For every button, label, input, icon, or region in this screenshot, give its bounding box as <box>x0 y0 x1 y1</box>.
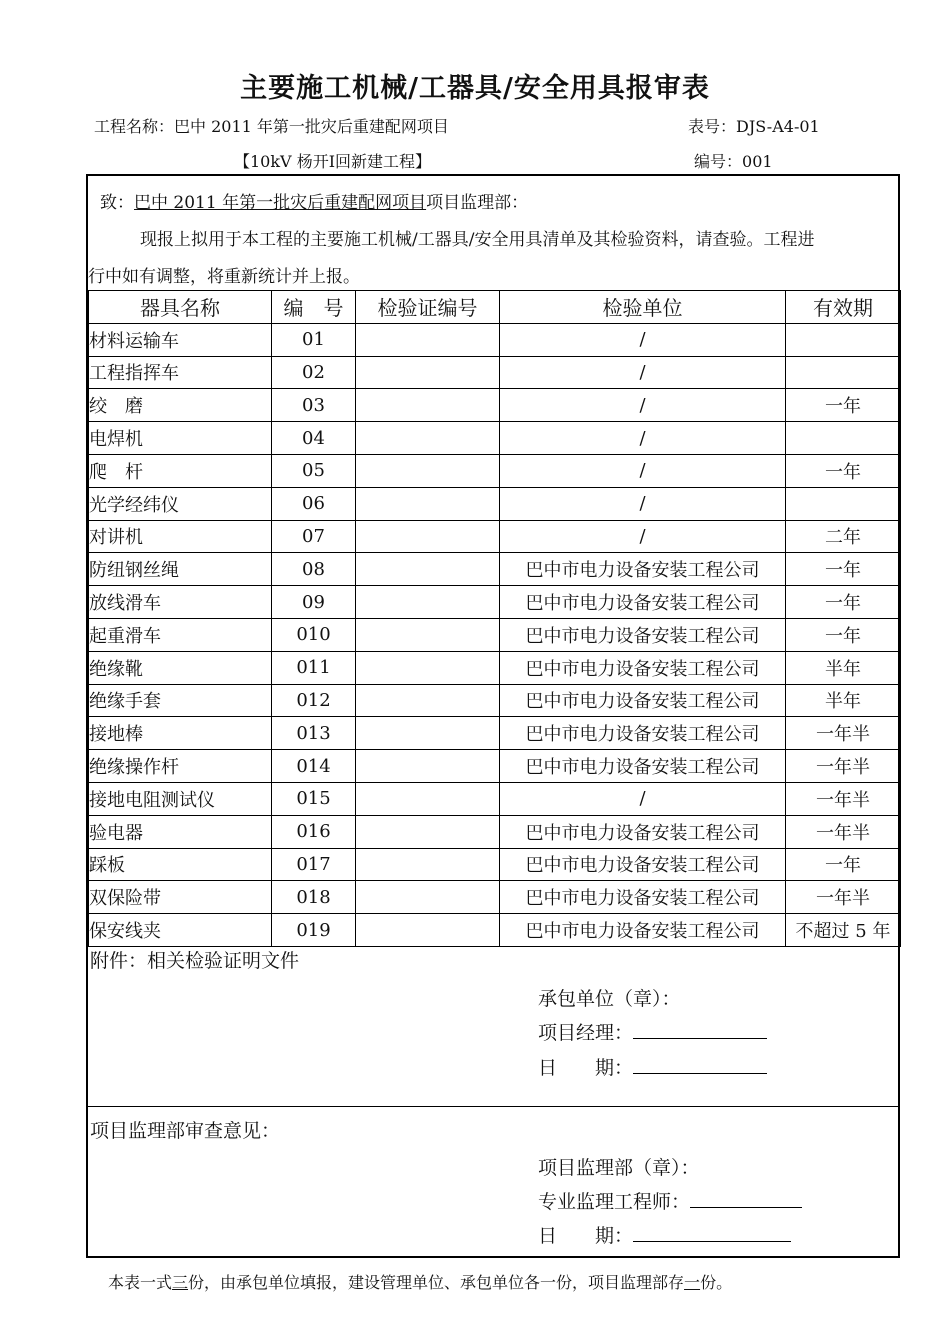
certificate-number-cell <box>356 750 500 783</box>
footer-note <box>108 1270 732 1293</box>
validity-cell: 一年 <box>786 553 901 586</box>
equipment-name-cell: 接地电阻测试仪 <box>89 782 272 815</box>
review-label: 项目监理部审查意见： <box>90 1120 281 1142</box>
certificate-number-cell <box>356 356 500 389</box>
equipment-name-cell: 保安线夹 <box>89 914 272 947</box>
validity-cell: 一年 <box>786 454 901 487</box>
footer-part2: 份，由承包单位填报，建设管理单位、承包单位各一份，项目监理部存 <box>188 1273 685 1292</box>
validity-cell <box>786 487 901 520</box>
table-row <box>89 454 901 487</box>
validity-cell: 一年半 <box>786 815 901 848</box>
table-row <box>89 389 901 422</box>
project-name-line <box>94 114 449 137</box>
supervision-seal: 项目监理部（章）： <box>538 1157 700 1179</box>
validity-cell: 一年半 <box>786 881 901 914</box>
equipment-name-cell: 验电器 <box>89 815 272 848</box>
inspection-unit-cell: 巴中市电力设备安装工程公司 <box>500 914 786 947</box>
number-cell: 019 <box>272 914 356 947</box>
number-cell: 015 <box>272 782 356 815</box>
validity-cell: 一年 <box>786 389 901 422</box>
equipment-name-cell: 绞 磨 <box>89 389 272 422</box>
table-row <box>89 618 901 651</box>
serial-number: 001 <box>742 152 773 171</box>
review-date-blank[interactable] <box>633 1223 791 1242</box>
number-cell: 016 <box>272 815 356 848</box>
number-cell: 012 <box>272 684 356 717</box>
form-number: DJS-A4-01 <box>736 117 820 136</box>
form-number-line <box>688 114 820 137</box>
inspection-unit-cell: / <box>500 487 786 520</box>
review-date-line <box>538 1221 791 1248</box>
number-cell: 03 <box>272 389 356 422</box>
equipment-name-cell: 防纽钢丝绳 <box>89 553 272 586</box>
table-row <box>89 848 901 881</box>
header-equipment-name: 器具名称 <box>89 291 272 324</box>
table-row <box>89 782 901 815</box>
serial-label: 编号： <box>694 152 743 171</box>
table-row <box>89 717 901 750</box>
inspection-unit-cell: 巴中市电力设备安装工程公司 <box>500 750 786 783</box>
certificate-number-cell <box>356 782 500 815</box>
inspection-unit-cell: 巴中市电力设备安装工程公司 <box>500 553 786 586</box>
validity-cell: 半年 <box>786 651 901 684</box>
contractor-date-blank[interactable] <box>633 1055 767 1074</box>
equipment-name-cell: 接地棒 <box>89 717 272 750</box>
contractor-date-line <box>538 1053 767 1080</box>
engineer-line <box>538 1187 802 1214</box>
certificate-number-cell <box>356 422 500 455</box>
validity-cell: 不超过 5 年 <box>786 914 901 947</box>
inspection-unit-cell: 巴中市电力设备安装工程公司 <box>500 618 786 651</box>
certificate-number-cell <box>356 553 500 586</box>
table-row <box>89 684 901 717</box>
validity-cell: 一年半 <box>786 782 901 815</box>
form-box <box>86 174 900 1258</box>
equipment-name-cell: 电焊机 <box>89 422 272 455</box>
validity-cell <box>786 323 901 356</box>
number-cell: 04 <box>272 422 356 455</box>
number-cell: 07 <box>272 520 356 553</box>
inspection-unit-cell: / <box>500 323 786 356</box>
validity-cell: 半年 <box>786 684 901 717</box>
validity-cell: 一年 <box>786 848 901 881</box>
certificate-number-cell <box>356 520 500 553</box>
validity-cell <box>786 422 901 455</box>
certificate-number-cell <box>356 717 500 750</box>
inspection-unit-cell: 巴中市电力设备安装工程公司 <box>500 684 786 717</box>
table-row <box>89 553 901 586</box>
table-row <box>89 422 901 455</box>
equipment-name-cell: 材料运输车 <box>89 323 272 356</box>
equipment-name-cell: 绝缘操作杆 <box>89 750 272 783</box>
inspection-unit-cell: / <box>500 782 786 815</box>
intro-addressee <box>100 188 528 213</box>
equipment-name-cell: 双保险带 <box>89 881 272 914</box>
project-manager-label: 项目经理： <box>538 1022 634 1044</box>
certificate-number-cell <box>356 454 500 487</box>
number-cell: 01 <box>272 323 356 356</box>
number-cell: 02 <box>272 356 356 389</box>
equipment-table <box>88 290 901 947</box>
intro-dept: 项目监理部： <box>426 193 529 213</box>
contractor-date-label: 日 期： <box>538 1057 634 1079</box>
project-manager-line <box>538 1018 767 1045</box>
table-row <box>89 487 901 520</box>
certificate-number-cell <box>356 848 500 881</box>
certificate-number-cell <box>356 881 500 914</box>
inspection-unit-cell: 巴中市电力设备安装工程公司 <box>500 651 786 684</box>
review-section <box>88 1106 900 1256</box>
number-cell: 010 <box>272 618 356 651</box>
header-certificate-number: 检验证编号 <box>356 291 500 324</box>
review-date-label: 日 期： <box>538 1225 634 1247</box>
validity-cell <box>786 356 901 389</box>
engineer-label: 专业监理工程师： <box>538 1191 691 1213</box>
attachment-label: 附件：相关检验证明文件 <box>90 950 300 972</box>
validity-cell: 一年 <box>786 586 901 619</box>
number-cell: 013 <box>272 717 356 750</box>
equipment-name-cell: 光学经纬仪 <box>89 487 272 520</box>
inspection-unit-cell: 巴中市电力设备安装工程公司 <box>500 881 786 914</box>
table-row <box>89 881 901 914</box>
number-cell: 017 <box>272 848 356 881</box>
validity-cell: 二年 <box>786 520 901 553</box>
certificate-number-cell <box>356 487 500 520</box>
footer-keep: 一 <box>684 1273 701 1292</box>
equipment-name-cell: 对讲机 <box>89 520 272 553</box>
inspection-unit-cell: 巴中市电力设备安装工程公司 <box>500 717 786 750</box>
header-inspection-unit: 检验单位 <box>500 291 786 324</box>
certificate-number-cell <box>356 815 500 848</box>
engineer-signature-line[interactable] <box>690 1189 802 1208</box>
footer-copies: 三 <box>172 1273 189 1292</box>
contractor-seal: 承包单位（章）： <box>538 988 681 1010</box>
validity-cell: 一年半 <box>786 750 901 783</box>
table-header-row <box>89 291 901 324</box>
table-row <box>89 586 901 619</box>
table-row <box>89 520 901 553</box>
equipment-name-cell: 爬 杆 <box>89 454 272 487</box>
table-row <box>89 815 901 848</box>
form-label: 表号： <box>688 117 737 136</box>
footer-part3: 份。 <box>700 1273 733 1292</box>
inspection-unit-cell: 巴中市电力设备安装工程公司 <box>500 848 786 881</box>
inspection-unit-cell: / <box>500 389 786 422</box>
equipment-name-cell: 起重滑车 <box>89 618 272 651</box>
serial-number-line <box>694 149 773 172</box>
number-cell: 014 <box>272 750 356 783</box>
number-cell: 011 <box>272 651 356 684</box>
inspection-unit-cell: / <box>500 520 786 553</box>
table-row <box>89 356 901 389</box>
certificate-number-cell <box>356 389 500 422</box>
project-label: 工程名称： <box>94 117 175 136</box>
equipment-name-cell: 绝缘靴 <box>89 651 272 684</box>
footer-part1: 本表一式 <box>108 1273 173 1292</box>
inspection-unit-cell: 巴中市电力设备安装工程公司 <box>500 586 786 619</box>
validity-cell: 一年半 <box>786 717 901 750</box>
intro-body-line1: 现报上拟用于本工程的主要施工机械/工器具/安全用具清单及其检验资料，请查验。工程进 <box>140 230 815 250</box>
inspection-unit-cell: / <box>500 422 786 455</box>
equipment-name-cell: 踩板 <box>89 848 272 881</box>
equipment-name-cell: 绝缘手套 <box>89 684 272 717</box>
number-cell: 08 <box>272 553 356 586</box>
certificate-number-cell <box>356 684 500 717</box>
inspection-unit-cell: / <box>500 356 786 389</box>
number-cell: 05 <box>272 454 356 487</box>
inspection-unit-cell: / <box>500 454 786 487</box>
subproject-name: 【10kV 杨开Ⅰ回新建工程】 <box>234 152 432 171</box>
certificate-number-cell <box>356 618 500 651</box>
header-number: 编 号 <box>272 291 356 324</box>
certificate-number-cell <box>356 323 500 356</box>
certificate-number-cell <box>356 651 500 684</box>
attachment-section <box>88 936 900 1107</box>
equipment-name-cell: 放线滑车 <box>89 586 272 619</box>
table-row <box>89 750 901 783</box>
table-row <box>89 323 901 356</box>
intro-to: 致： <box>100 193 134 213</box>
table-row <box>89 651 901 684</box>
inspection-unit-cell: 巴中市电力设备安装工程公司 <box>500 815 786 848</box>
equipment-name-cell: 工程指挥车 <box>89 356 272 389</box>
header-validity: 有效期 <box>786 291 901 324</box>
intro-recipient: 巴中 2011 年第一批灾后重建配网项目 <box>134 193 427 213</box>
certificate-number-cell <box>356 586 500 619</box>
form-title: 主要施工机械/工器具/安全用具报审表 <box>240 73 710 104</box>
number-cell: 018 <box>272 881 356 914</box>
number-cell: 09 <box>272 586 356 619</box>
project-manager-signature-line[interactable] <box>633 1020 767 1039</box>
project-name: 巴中 2011 年第一批灾后重建配网项目 <box>174 117 449 136</box>
intro-body-line2: 行中如有调整，将重新统计并上报。 <box>88 267 360 287</box>
number-cell: 06 <box>272 487 356 520</box>
validity-cell: 一年 <box>786 618 901 651</box>
